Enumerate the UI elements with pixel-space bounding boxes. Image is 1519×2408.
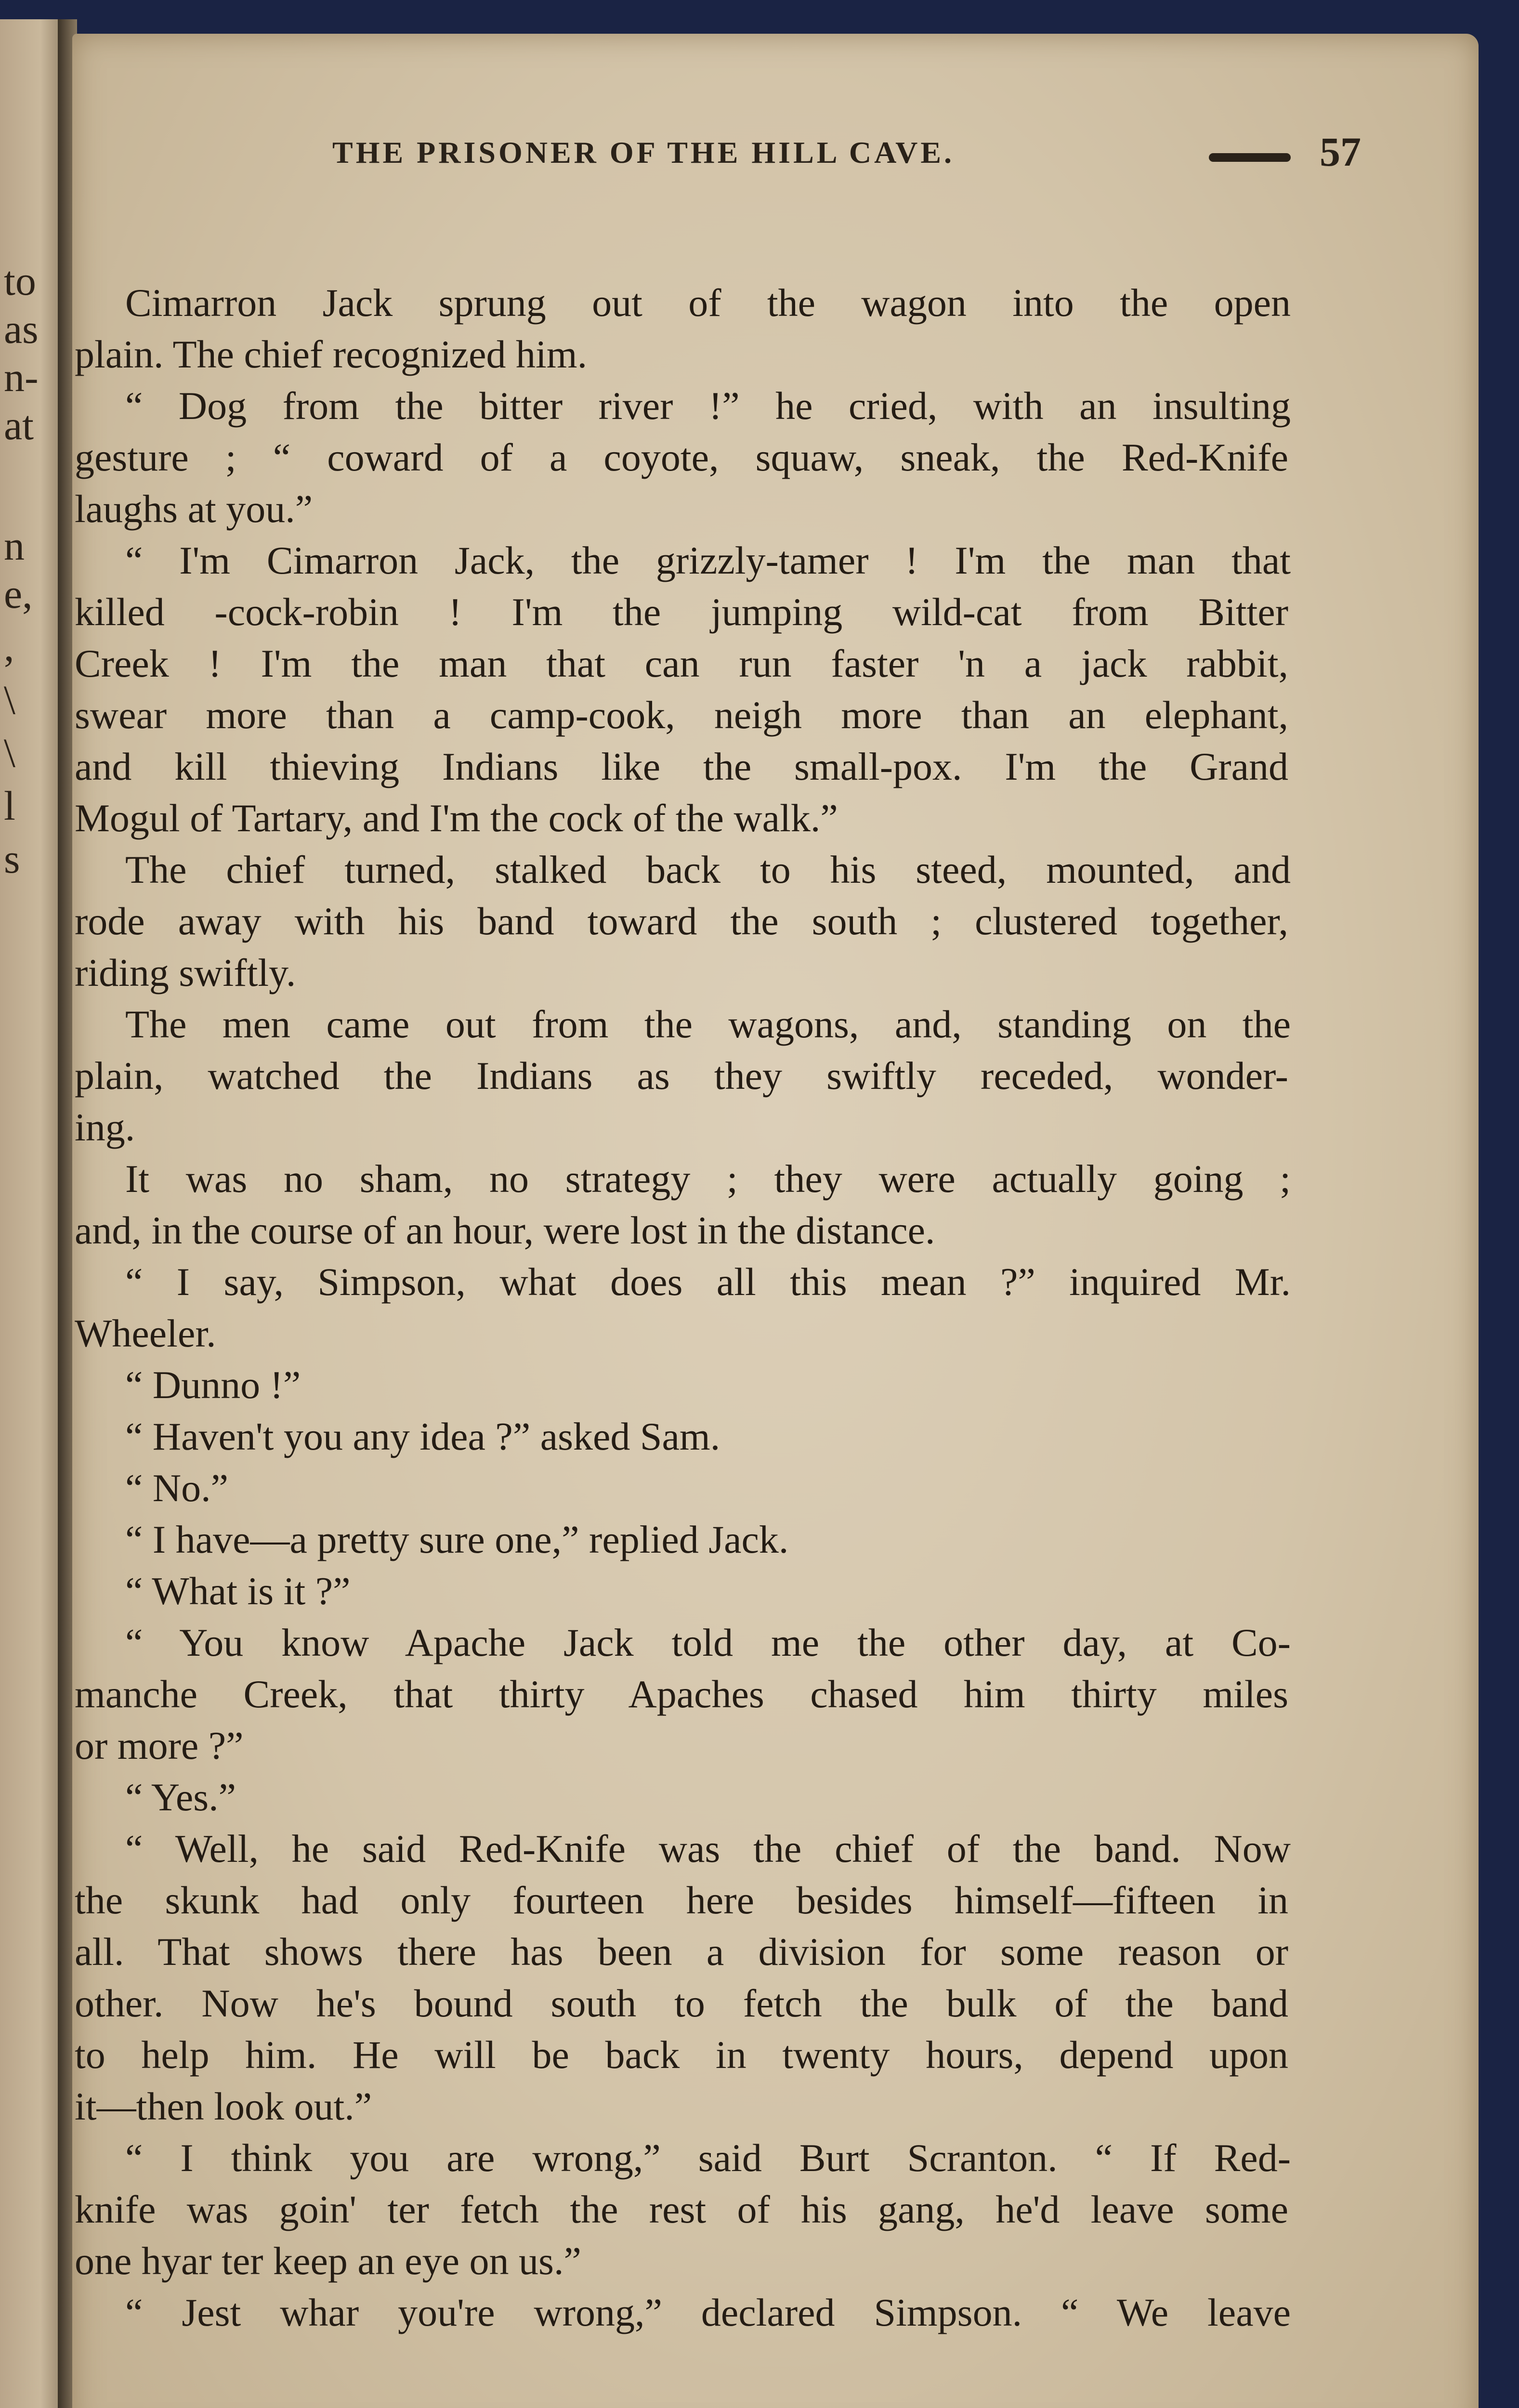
text-line: “ I'm Cimarron Jack, the grizzly-tamer ! I'm the man that <box>125 538 1291 582</box>
facing-page-fragment: , <box>4 624 14 670</box>
text-line: manche Creek, that thirty Apaches chased him thirty miles <box>75 1672 1288 1716</box>
facing-page-fragment: s <box>4 836 20 882</box>
text-line: the skunk had only fourteen here besides himself—fifteen in <box>75 1878 1288 1922</box>
text-line: riding swiftly. <box>75 951 296 995</box>
text-line: The men came out from the wagons, and, standing on the <box>125 1002 1291 1046</box>
text-line: and kill thieving Indians like the small-pox. I'm the Grand <box>75 745 1288 788</box>
text-line: “ I have—a pretty sure one,” replied Jack. <box>125 1518 789 1561</box>
text-line: “ I think you are wrong,” said Burt Scranton. “ If Red- <box>125 2136 1291 2180</box>
facing-page-fragment: n <box>4 523 25 569</box>
header-dash-ornament <box>1209 153 1291 162</box>
facing-page-fragment: \ <box>4 677 15 723</box>
facing-page-fragment: as <box>4 306 39 352</box>
text-line: Wheeler. <box>75 1311 216 1355</box>
text-line: “ I say, Simpson, what does all this mean ?” inquired Mr. <box>125 1260 1291 1304</box>
facing-page-fragment: to <box>4 258 36 304</box>
page-number: 57 <box>1320 129 1361 175</box>
text-line: gesture ; “ coward of a coyote, squaw, sneak, the Red-Knife <box>75 435 1288 479</box>
text-line: killed -cock-robin ! I'm the jumping wild-cat from Bitter <box>75 590 1288 634</box>
text-line: It was no sham, no strategy ; they were actually going ; <box>125 1157 1291 1201</box>
text-line: knife was goin' ter fetch the rest of his gang, he'd leave some <box>75 2187 1288 2231</box>
facing-page-fragment: l <box>4 783 15 829</box>
text-line: other. Now he's bound south to fetch the bulk of the band <box>75 1981 1288 2025</box>
facing-page-fragment: at <box>4 402 34 448</box>
text-line: “ What is it ?” <box>125 1569 351 1613</box>
text-line: “ Haven't you any idea ?” asked Sam. <box>125 1414 720 1458</box>
running-head: THE PRISONER OF THE HILL CAVE. <box>332 135 955 170</box>
facing-page-fragment: n- <box>4 354 39 400</box>
text-line: “ No.” <box>125 1466 229 1510</box>
text-line: ing. <box>75 1105 135 1149</box>
facing-page-fragment: e, <box>4 571 33 617</box>
facing-page-fragment: \ <box>4 730 15 776</box>
text-line: “ Dog from the bitter river !” he cried, with an insulting <box>125 384 1291 428</box>
text-line: to help him. He will be back in twenty hours, depend upon <box>75 2033 1288 2077</box>
text-line: “ You know Apache Jack told me the other day, at Co- <box>125 1621 1291 1664</box>
text-line: plain. The chief recognized him. <box>75 332 588 376</box>
text-line: it—then look out.” <box>75 2084 372 2128</box>
text-line: The chief turned, stalked back to his steed, mounted, and <box>125 848 1291 891</box>
text-line: “ Jest whar you're wrong,” declared Simpson. “ We leave <box>125 2290 1291 2334</box>
text-line: laughs at you.” <box>75 487 313 531</box>
text-line: “ Yes.” <box>125 1775 236 1819</box>
book-page <box>72 34 1479 2408</box>
text-line: plain, watched the Indians as they swiftly receded, wonder- <box>75 1054 1288 1098</box>
text-line: “ Well, he said Red-Knife was the chief of the band. Now <box>125 1827 1291 1871</box>
text-line: Cimarron Jack sprung out of the wagon into the open <box>125 281 1291 325</box>
text-line: and, in the course of an hour, were lost in the distance. <box>75 1208 935 1252</box>
text-line: Mogul of Tartary, and I'm the cock of the walk.” <box>75 796 838 840</box>
text-line: all. That shows there has been a division for some reason or <box>75 1930 1288 1974</box>
facing-page-edge <box>0 19 67 2408</box>
text-line: Creek ! I'm the man that can run faster 'n a jack rabbit, <box>75 641 1288 685</box>
text-line: or more ?” <box>75 1724 244 1767</box>
text-line: rode away with his band toward the south ; clustered together, <box>75 899 1288 943</box>
text-line: “ Dunno !” <box>125 1363 301 1407</box>
text-line: swear more than a camp-cook, neigh more than an elephant, <box>75 693 1288 737</box>
text-line: one hyar ter keep an eye on us.” <box>75 2239 581 2283</box>
